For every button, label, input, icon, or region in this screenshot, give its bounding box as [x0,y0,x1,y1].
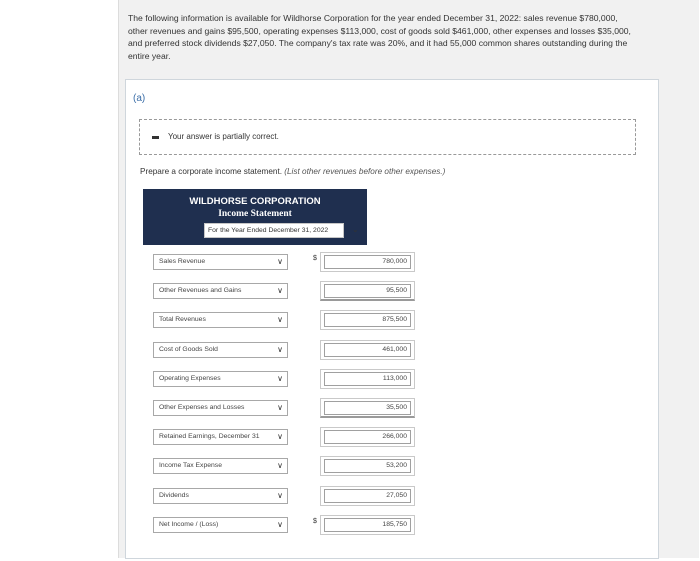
dollar-sign: $ [313,255,317,262]
account-select[interactable] [153,342,288,358]
amount-cell [320,427,415,447]
answer-status-notice [139,119,636,155]
account-select[interactable] [153,488,288,504]
account-select-label: Other Expenses and Losses [159,404,245,411]
instruction-note: (List other revenues before other expenses.) [284,167,446,176]
account-select-label: Sales Revenue [159,258,206,265]
instruction-main: Prepare a corporate income statement. [140,167,282,176]
amount-cell [320,398,415,418]
account-select[interactable] [153,254,288,270]
amount-input[interactable]: 266,000 [324,430,411,444]
amount-input[interactable]: 875,500 [324,313,411,327]
dollar-sign: $ [313,518,317,525]
account-select-label: Other Revenues and Gains [159,287,242,294]
amount-cell [320,515,415,535]
amount-input[interactable]: 461,000 [324,343,411,357]
company-name: WILDHORSE CORPORATION [189,196,321,207]
chevron-down-icon[interactable]: ∨ [277,432,283,441]
part-label: (a) [133,93,146,104]
amount-input[interactable]: 53,200 [324,459,411,473]
account-select[interactable] [153,371,288,387]
amount-input[interactable]: 780,000 [324,255,411,269]
amount-input[interactable]: 35,500 [324,401,411,415]
account-select-label: Total Revenues [159,316,206,323]
chevron-down-icon[interactable]: ∨ [277,315,283,324]
period-select[interactable]: For the Year Ended December 31, 2022 [204,223,344,238]
amount-input[interactable]: 185,750 [324,518,411,532]
account-select[interactable] [153,517,288,533]
chevron-down-icon[interactable]: ∨ [277,374,283,383]
chevron-down-icon[interactable]: ∨ [277,345,283,354]
account-select[interactable] [153,312,288,328]
account-select[interactable] [153,400,288,416]
account-select-label: Cost of Goods Sold [159,346,218,353]
statement-title: Income Statement [218,209,292,219]
account-select-label: Operating Expenses [159,375,221,382]
account-select-label: Income Tax Expense [159,462,222,469]
amount-cell [320,252,415,272]
account-select[interactable] [153,283,288,299]
amount-cell [320,369,415,389]
amount-cell [320,310,415,330]
account-select-label: Net Income / (Loss) [159,521,219,528]
amount-input[interactable]: 113,000 [324,372,411,386]
amount-cell [320,340,415,360]
status-message: Your answer is partially correct. [168,132,279,141]
chevron-down-icon[interactable]: ∨ [277,286,283,295]
chevron-down-icon[interactable]: ∨ [277,491,283,500]
chevron-down-icon[interactable]: ⌄ [352,225,359,234]
account-select-label: Retained Earnings, December 31 [159,433,260,440]
chevron-down-icon[interactable]: ∨ [277,461,283,470]
account-select[interactable] [153,458,288,474]
account-select-label: Dividends [159,492,189,499]
amount-input[interactable]: 27,050 [324,489,411,503]
chevron-down-icon[interactable]: ∨ [277,520,283,529]
amount-cell [320,281,415,301]
chevron-down-icon[interactable]: ∨ [277,257,283,266]
problem-statement: The following information is available for Wildhorse Corporation for the year ended December 31, 2022: sales revenue $780,000, other revenues and gains $95,500, operating expenses $113,000, cost of goods sold $461,000, other expenses and losses $35,000, and preferred stock dividends $27,050. The company's tax rate was 20%, and it had 55,000 common shares outstanding during the entire year. [128,13,631,61]
account-select[interactable] [153,429,288,445]
amount-cell [320,456,415,476]
instruction-text [140,167,445,176]
amount-input[interactable]: 95,500 [324,284,411,298]
partial-correct-icon [152,136,159,139]
amount-cell [320,486,415,506]
chevron-down-icon[interactable]: ∨ [277,403,283,412]
